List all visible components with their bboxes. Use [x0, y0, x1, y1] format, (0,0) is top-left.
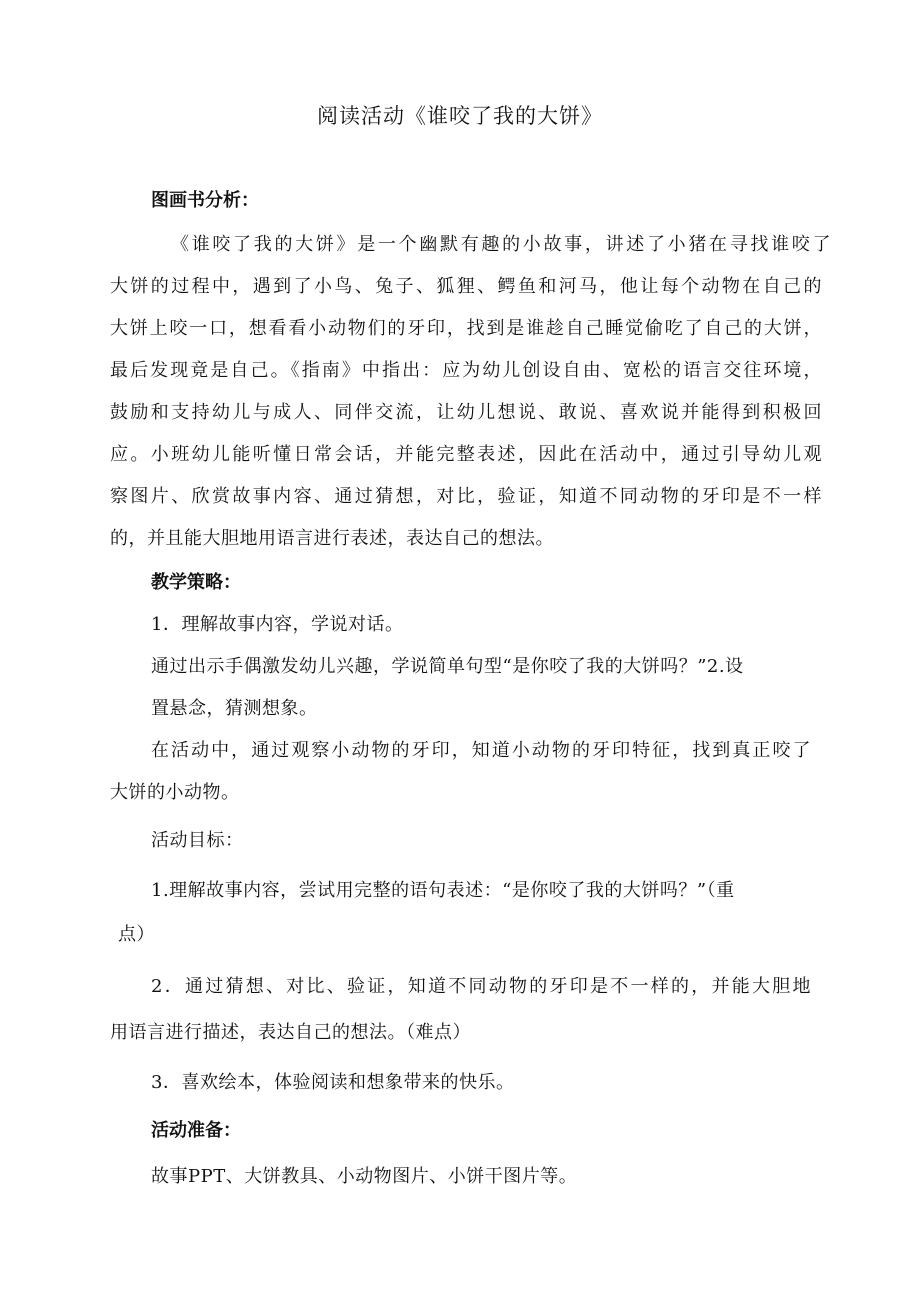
analysis-line: 的，并且能大胆地用语言进行表述，表达自己的想法。	[110, 528, 554, 549]
analysis-line: 《谁咬了我的大饼》是一个幽默有趣的小故事，讲述了小猪在寻找谁咬了	[171, 234, 831, 255]
analysis-line: 察图片、欣赏故事内容、通过猜想，对比，验证，知道不同动物的牙印是不一样	[110, 486, 822, 507]
goals-line: 2．通过猜想、对比、验证，知道不同动物的牙印是不一样的，并能大胆地	[151, 976, 811, 997]
strategy-line: 置悬念，猜测想象。	[151, 698, 318, 719]
strategy-line: 1．理解故事内容，学说对话。	[151, 614, 404, 635]
preparation-heading: 活动准备：	[151, 1120, 241, 1141]
strategy-line: 大饼的小动物。	[110, 782, 240, 803]
preparation-line: 故事PPT、大饼教具、小动物图片、小饼干图片等。	[151, 1166, 578, 1187]
analysis-line: 应。小班幼儿能听懂日常会话，并能完整表述，因此在活动中，通过引导幼儿观	[110, 444, 822, 465]
document-title: 阅读活动《谁咬了我的大饼》	[317, 104, 603, 128]
goals-heading: 活动目标：	[151, 830, 244, 851]
goals-line: 1.理解故事内容，尝试用完整的语句表述：“是你咬了我的大饼吗？”（重	[151, 880, 735, 901]
strategy-line: 在活动中，通过观察小动物的牙印，知道小动物的牙印特征，找到真正咬了	[151, 740, 811, 761]
strategy-heading: 教学策略：	[151, 572, 241, 593]
goals-line: 点）	[118, 924, 155, 945]
analysis-line: 大饼上咬一口，想看看小动物们的牙印，找到是谁趁自己睡觉偷吃了自己的大饼，	[110, 318, 822, 339]
strategy-line: 通过出示手偶激发幼儿兴趣，学说简单句型“是你咬了我的大饼吗？”2.设	[151, 656, 744, 677]
analysis-line: 鼓励和支持幼儿与成人、同伴交流，让幼儿想说、敢说、喜欢说并能得到积极回	[110, 402, 822, 423]
analysis-line: 最后发现竟是自己。《指南》中指出：应为幼儿创设自由、宽松的语言交往环境，	[110, 360, 822, 381]
analysis-line: 大饼的过程中，遇到了小鸟、兔子、狐狸、鳄鱼和河马，他让每个动物在自己的	[110, 276, 822, 297]
analysis-heading: 图画书分析：	[151, 190, 259, 211]
goals-line: 用语言进行描述，表达自己的想法。（难点）	[110, 1022, 471, 1043]
goals-line: 3．喜欢绘本，体验阅读和想象带来的快乐。	[151, 1072, 515, 1093]
